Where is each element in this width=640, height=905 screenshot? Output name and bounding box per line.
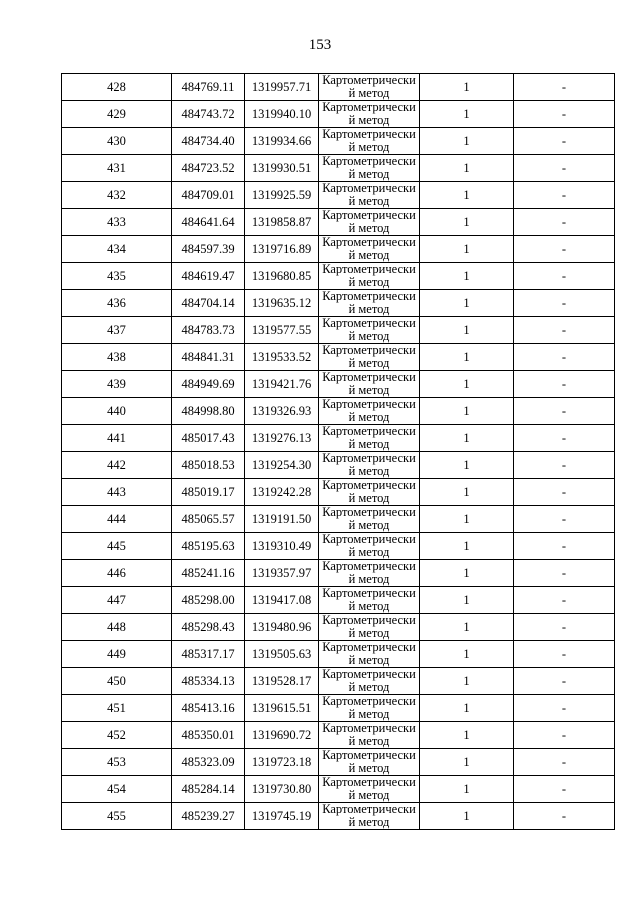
method-text: Картометрический метод <box>322 803 416 829</box>
y-coordinate-cell: 1319940.10 <box>245 101 319 128</box>
point-number-cell: 434 <box>62 236 172 263</box>
point-number-cell: 437 <box>62 317 172 344</box>
table-row <box>62 371 615 398</box>
method-text: Картометрический метод <box>322 749 416 775</box>
method-text: Картометрический метод <box>322 371 416 397</box>
method-cell <box>319 290 420 317</box>
accuracy-cell: 1 <box>420 533 514 560</box>
table-row <box>62 614 615 641</box>
accuracy-cell: 1 <box>420 506 514 533</box>
point-number-cell: 453 <box>62 749 172 776</box>
accuracy-cell: 1 <box>420 452 514 479</box>
table-row <box>62 587 615 614</box>
y-coordinate-cell: 1319242.28 <box>245 479 319 506</box>
y-coordinate-cell: 1319417.08 <box>245 587 319 614</box>
point-number-cell: 442 <box>62 452 172 479</box>
point-number-cell: 429 <box>62 101 172 128</box>
method-text: Картометрический метод <box>322 209 416 235</box>
x-coordinate-cell: 485413.16 <box>172 695 245 722</box>
note-cell: - <box>514 560 615 587</box>
point-number-cell: 436 <box>62 290 172 317</box>
method-cell <box>319 722 420 749</box>
x-coordinate-cell: 485334.13 <box>172 668 245 695</box>
note-cell: - <box>514 236 615 263</box>
accuracy-cell: 1 <box>420 236 514 263</box>
point-number-cell: 440 <box>62 398 172 425</box>
method-cell <box>319 668 420 695</box>
method-cell <box>319 155 420 182</box>
point-number-cell: 439 <box>62 371 172 398</box>
x-coordinate-cell: 485298.00 <box>172 587 245 614</box>
note-cell: - <box>514 479 615 506</box>
x-coordinate-cell: 485284.14 <box>172 776 245 803</box>
accuracy-cell: 1 <box>420 587 514 614</box>
method-cell <box>319 776 420 803</box>
x-coordinate-cell: 484619.47 <box>172 263 245 290</box>
accuracy-cell: 1 <box>420 398 514 425</box>
point-number-cell: 445 <box>62 533 172 560</box>
note-cell: - <box>514 263 615 290</box>
method-text: Картометрический метод <box>322 155 416 181</box>
method-text: Картометрический метод <box>322 263 416 289</box>
note-cell: - <box>514 749 615 776</box>
y-coordinate-cell: 1319326.93 <box>245 398 319 425</box>
method-text: Картометрический метод <box>322 101 416 127</box>
x-coordinate-cell: 485065.57 <box>172 506 245 533</box>
accuracy-cell: 1 <box>420 560 514 587</box>
note-cell: - <box>514 290 615 317</box>
method-text: Картометрический метод <box>322 182 416 208</box>
method-cell <box>319 317 420 344</box>
table-row <box>62 749 615 776</box>
x-coordinate-cell: 485350.01 <box>172 722 245 749</box>
table-row <box>62 425 615 452</box>
y-coordinate-cell: 1319690.72 <box>245 722 319 749</box>
table-row <box>62 74 615 101</box>
accuracy-cell: 1 <box>420 317 514 344</box>
y-coordinate-cell: 1319276.13 <box>245 425 319 452</box>
point-number-cell: 443 <box>62 479 172 506</box>
accuracy-cell: 1 <box>420 722 514 749</box>
x-coordinate-cell: 485239.27 <box>172 803 245 830</box>
table-row <box>62 209 615 236</box>
note-cell: - <box>514 317 615 344</box>
method-cell <box>319 236 420 263</box>
x-coordinate-cell: 484597.39 <box>172 236 245 263</box>
method-cell <box>319 452 420 479</box>
point-number-cell: 450 <box>62 668 172 695</box>
point-number-cell: 441 <box>62 425 172 452</box>
y-coordinate-cell: 1319357.97 <box>245 560 319 587</box>
x-coordinate-cell: 485323.09 <box>172 749 245 776</box>
method-cell <box>319 101 420 128</box>
method-text: Картометрический метод <box>322 479 416 505</box>
table-row <box>62 236 615 263</box>
x-coordinate-cell: 484743.72 <box>172 101 245 128</box>
accuracy-cell: 1 <box>420 776 514 803</box>
accuracy-cell: 1 <box>420 155 514 182</box>
point-number-cell: 447 <box>62 587 172 614</box>
method-text: Картометрический метод <box>322 722 416 748</box>
y-coordinate-cell: 1319191.50 <box>245 506 319 533</box>
x-coordinate-cell: 485241.16 <box>172 560 245 587</box>
method-text: Картометрический метод <box>322 128 416 154</box>
method-cell <box>319 371 420 398</box>
accuracy-cell: 1 <box>420 182 514 209</box>
accuracy-cell: 1 <box>420 128 514 155</box>
note-cell: - <box>514 155 615 182</box>
table-row <box>62 533 615 560</box>
table-row <box>62 722 615 749</box>
accuracy-cell: 1 <box>420 695 514 722</box>
accuracy-cell: 1 <box>420 74 514 101</box>
y-coordinate-cell: 1319528.17 <box>245 668 319 695</box>
y-coordinate-cell: 1319723.18 <box>245 749 319 776</box>
y-coordinate-cell: 1319858.87 <box>245 209 319 236</box>
x-coordinate-cell: 485317.17 <box>172 641 245 668</box>
x-coordinate-cell: 484723.52 <box>172 155 245 182</box>
table-row <box>62 452 615 479</box>
method-text: Картометрический метод <box>322 425 416 451</box>
point-number-cell: 431 <box>62 155 172 182</box>
method-cell <box>319 74 420 101</box>
x-coordinate-cell: 485017.43 <box>172 425 245 452</box>
note-cell: - <box>514 641 615 668</box>
method-text: Картометрический метод <box>322 74 416 100</box>
method-cell <box>319 533 420 560</box>
accuracy-cell: 1 <box>420 263 514 290</box>
method-text: Картометрический метод <box>322 560 416 586</box>
point-number-cell: 446 <box>62 560 172 587</box>
accuracy-cell: 1 <box>420 614 514 641</box>
note-cell: - <box>514 74 615 101</box>
method-cell <box>319 182 420 209</box>
point-number-cell: 428 <box>62 74 172 101</box>
accuracy-cell: 1 <box>420 479 514 506</box>
accuracy-cell: 1 <box>420 209 514 236</box>
method-cell <box>319 398 420 425</box>
y-coordinate-cell: 1319254.30 <box>245 452 319 479</box>
x-coordinate-cell: 485019.17 <box>172 479 245 506</box>
method-cell <box>319 749 420 776</box>
note-cell: - <box>514 695 615 722</box>
accuracy-cell: 1 <box>420 290 514 317</box>
table-row <box>62 344 615 371</box>
x-coordinate-cell: 485018.53 <box>172 452 245 479</box>
method-text: Картометрический метод <box>322 776 416 802</box>
table-row <box>62 398 615 425</box>
note-cell: - <box>514 614 615 641</box>
method-text: Картометрический метод <box>322 398 416 424</box>
y-coordinate-cell: 1319957.71 <box>245 74 319 101</box>
y-coordinate-cell: 1319745.19 <box>245 803 319 830</box>
point-number-cell: 454 <box>62 776 172 803</box>
point-number-cell: 433 <box>62 209 172 236</box>
method-text: Картометрический метод <box>322 695 416 721</box>
note-cell: - <box>514 668 615 695</box>
accuracy-cell: 1 <box>420 425 514 452</box>
x-coordinate-cell: 484949.69 <box>172 371 245 398</box>
table-row <box>62 506 615 533</box>
y-coordinate-cell: 1319615.51 <box>245 695 319 722</box>
method-cell <box>319 506 420 533</box>
note-cell: - <box>514 344 615 371</box>
method-text: Картометрический метод <box>322 344 416 370</box>
y-coordinate-cell: 1319930.51 <box>245 155 319 182</box>
x-coordinate-cell: 484709.01 <box>172 182 245 209</box>
method-text: Картометрический метод <box>322 236 416 262</box>
accuracy-cell: 1 <box>420 371 514 398</box>
method-cell <box>319 128 420 155</box>
x-coordinate-cell: 484998.80 <box>172 398 245 425</box>
table-row <box>62 155 615 182</box>
method-cell <box>319 614 420 641</box>
method-text: Картометрический метод <box>322 290 416 316</box>
y-coordinate-cell: 1319505.63 <box>245 641 319 668</box>
y-coordinate-cell: 1319577.55 <box>245 317 319 344</box>
accuracy-cell: 1 <box>420 749 514 776</box>
accuracy-cell: 1 <box>420 668 514 695</box>
point-number-cell: 449 <box>62 641 172 668</box>
method-text: Картометрический метод <box>322 317 416 343</box>
y-coordinate-cell: 1319680.85 <box>245 263 319 290</box>
table-row <box>62 290 615 317</box>
point-number-cell: 430 <box>62 128 172 155</box>
table-row <box>62 560 615 587</box>
y-coordinate-cell: 1319421.76 <box>245 371 319 398</box>
method-cell <box>319 425 420 452</box>
note-cell: - <box>514 398 615 425</box>
table-row <box>62 479 615 506</box>
y-coordinate-cell: 1319480.96 <box>245 614 319 641</box>
coordinates-table <box>61 73 615 830</box>
table-row <box>62 803 615 830</box>
table-row <box>62 695 615 722</box>
y-coordinate-cell: 1319925.59 <box>245 182 319 209</box>
point-number-cell: 455 <box>62 803 172 830</box>
page-number: 153 <box>308 37 332 53</box>
x-coordinate-cell: 485298.43 <box>172 614 245 641</box>
method-text: Картометрический метод <box>322 452 416 478</box>
point-number-cell: 438 <box>62 344 172 371</box>
note-cell: - <box>514 371 615 398</box>
x-coordinate-cell: 484704.14 <box>172 290 245 317</box>
note-cell: - <box>514 776 615 803</box>
method-cell <box>319 344 420 371</box>
table-row <box>62 263 615 290</box>
table-row <box>62 668 615 695</box>
note-cell: - <box>514 587 615 614</box>
method-cell <box>319 803 420 830</box>
x-coordinate-cell: 484641.64 <box>172 209 245 236</box>
y-coordinate-cell: 1319716.89 <box>245 236 319 263</box>
point-number-cell: 448 <box>62 614 172 641</box>
y-coordinate-cell: 1319934.66 <box>245 128 319 155</box>
note-cell: - <box>514 101 615 128</box>
y-coordinate-cell: 1319310.49 <box>245 533 319 560</box>
y-coordinate-cell: 1319635.12 <box>245 290 319 317</box>
method-text: Картометрический метод <box>322 533 416 559</box>
y-coordinate-cell: 1319533.52 <box>245 344 319 371</box>
point-number-cell: 435 <box>62 263 172 290</box>
accuracy-cell: 1 <box>420 101 514 128</box>
method-cell <box>319 641 420 668</box>
x-coordinate-cell: 484783.73 <box>172 317 245 344</box>
point-number-cell: 451 <box>62 695 172 722</box>
method-text: Картометрический метод <box>322 614 416 640</box>
table-body <box>62 74 615 830</box>
method-text: Картометрический метод <box>322 587 416 613</box>
note-cell: - <box>514 128 615 155</box>
method-text: Картометрический метод <box>322 506 416 532</box>
note-cell: - <box>514 209 615 236</box>
accuracy-cell: 1 <box>420 803 514 830</box>
table-row <box>62 317 615 344</box>
note-cell: - <box>514 722 615 749</box>
x-coordinate-cell: 484841.31 <box>172 344 245 371</box>
x-coordinate-cell: 484769.11 <box>172 74 245 101</box>
accuracy-cell: 1 <box>420 344 514 371</box>
method-cell <box>319 209 420 236</box>
table-row <box>62 182 615 209</box>
accuracy-cell: 1 <box>420 641 514 668</box>
table-row <box>62 641 615 668</box>
method-cell <box>319 560 420 587</box>
y-coordinate-cell: 1319730.80 <box>245 776 319 803</box>
point-number-cell: 444 <box>62 506 172 533</box>
note-cell: - <box>514 506 615 533</box>
method-cell <box>319 587 420 614</box>
note-cell: - <box>514 452 615 479</box>
note-cell: - <box>514 182 615 209</box>
method-cell <box>319 695 420 722</box>
point-number-cell: 432 <box>62 182 172 209</box>
note-cell: - <box>514 803 615 830</box>
method-text: Картометрический метод <box>322 668 416 694</box>
note-cell: - <box>514 425 615 452</box>
method-cell <box>319 263 420 290</box>
table-row <box>62 101 615 128</box>
x-coordinate-cell: 485195.63 <box>172 533 245 560</box>
method-cell <box>319 479 420 506</box>
table-row <box>62 776 615 803</box>
note-cell: - <box>514 533 615 560</box>
x-coordinate-cell: 484734.40 <box>172 128 245 155</box>
table-row <box>62 128 615 155</box>
point-number-cell: 452 <box>62 722 172 749</box>
method-text: Картометрический метод <box>322 641 416 667</box>
